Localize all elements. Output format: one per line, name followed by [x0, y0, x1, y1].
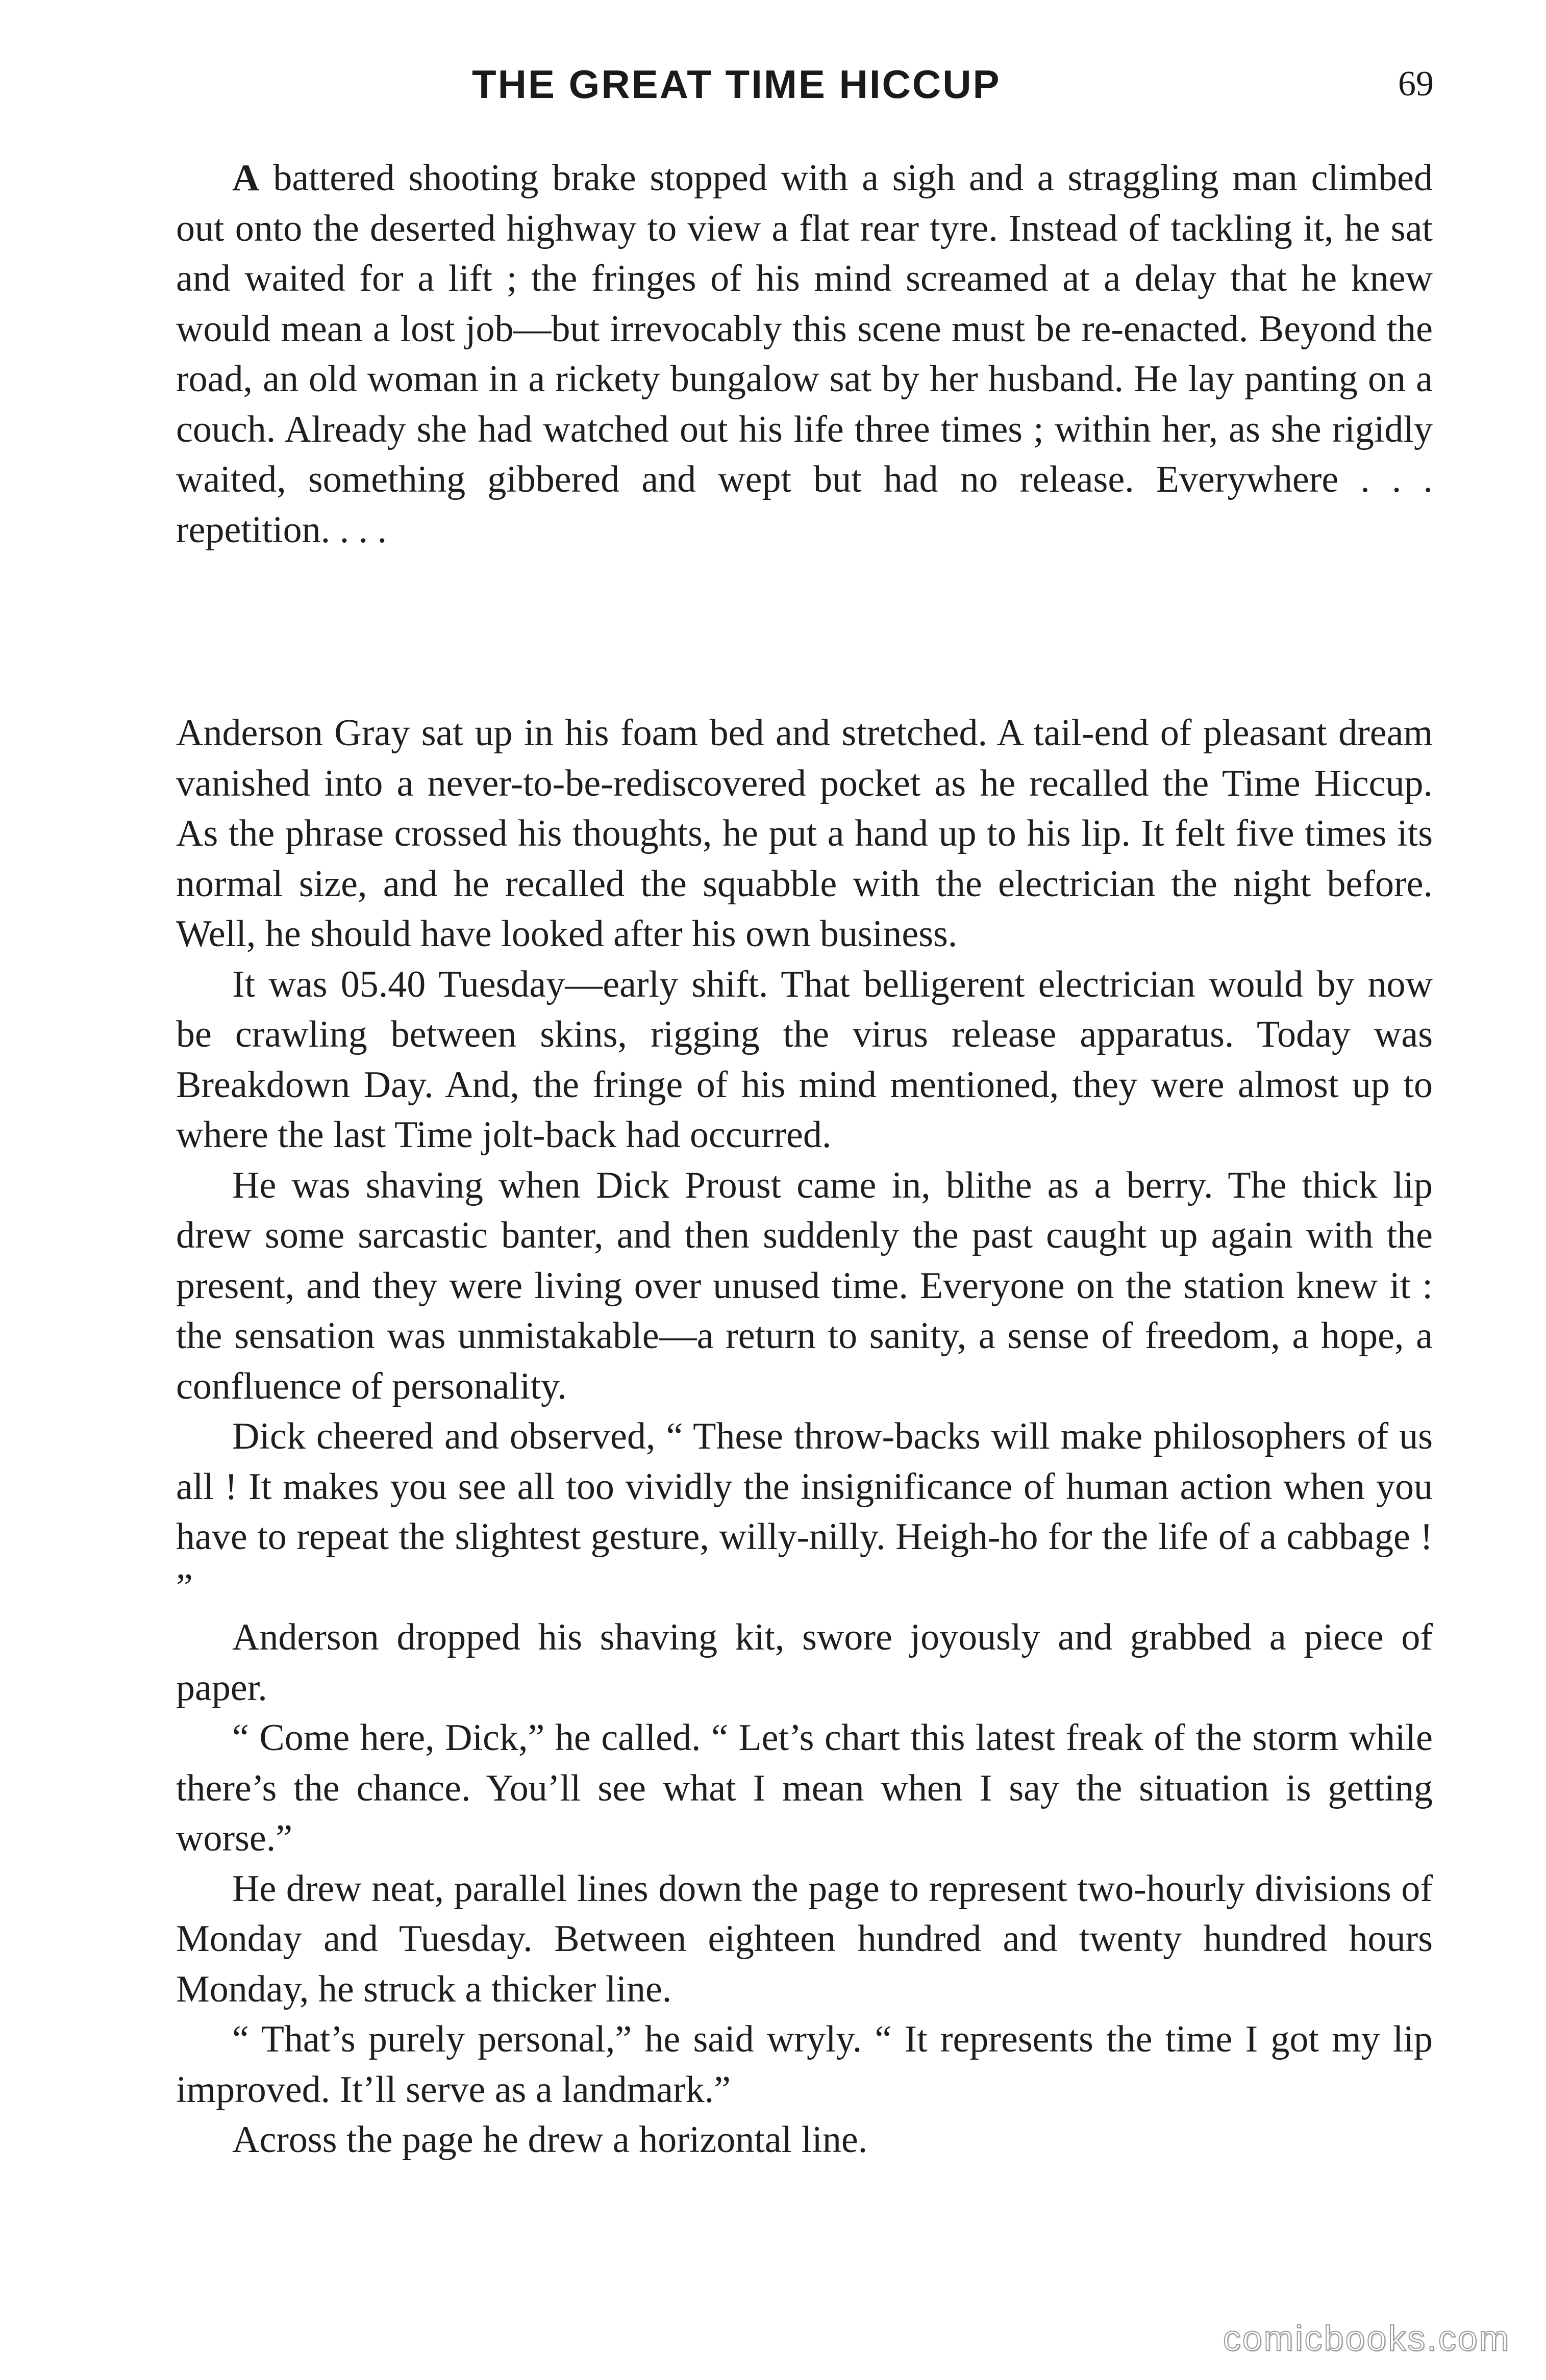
paragraph: [176, 153, 1433, 555]
paragraph-text: “ That’s purely personal,” he said wryly. “ It represents the time I got my lip improved. It’ll serve as a landmark.”: [176, 2018, 1433, 2111]
paragraph-text: Dick cheered and observed, “ These throw-backs will make philosophers of us all ! It makes you see all too vividly the insignificance of human action when you have to repeat the slightest gesture, willy-nilly. Heigh-ho for the life of a cabbage ! ”: [176, 1415, 1433, 1608]
paragraph-text: “ Come here, Dick,” he called. “ Let’s chart this latest freak of the storm while there’s the chance. You’ll see what I mean when I say the situation is getting worse.”: [176, 1717, 1433, 1859]
page-number: 69: [1398, 64, 1434, 104]
paragraph-text: battered shooting brake stopped with a sigh and a straggling man climbed out onto the deserted highway to view a flat rear tyre. Instead of tackling it, he sat and waited for a lift ; the fringes of his mind screamed at a delay that he knew would mean a lost job—but irrevocably this scene must be re-enacted. Beyond the road, an old woman in a rickety bungalow sat by her husband. He lay panting on a couch. Already she had watched out his life three times ; within her, as she rigidly waited, something gibbered and wept but had no release. Everywhere . . . repetition. . . .: [176, 157, 1433, 551]
initial-letter: A: [232, 157, 260, 199]
paragraph-text: He was shaving when Dick Proust came in, blithe as a berry. The thick lip drew some sarcastic banter, and then suddenly the past caught up again with the present, and they were living over unused time. Everyone on the station knew it : the sensation was unmistakable—a return to sanity, a sense of freedom, a hope, a confluence of personality.: [176, 1164, 1433, 1407]
running-title: THE GREAT TIME HICCUP: [472, 62, 1001, 107]
main-section: [176, 708, 1433, 2165]
opening-section: [176, 153, 1433, 555]
paragraph: [176, 1160, 1433, 1412]
paragraph: [176, 708, 1433, 959]
running-header: [173, 56, 1434, 112]
paragraph: [176, 1612, 1433, 1713]
watermark-logo: comicbooks.com: [1223, 2318, 1510, 2358]
paragraph: [176, 2014, 1433, 2115]
paragraph: [176, 1411, 1433, 1612]
paragraph: [176, 1864, 1433, 2015]
paragraph-text: Anderson Gray sat up in his foam bed and stretched. A tail-end of pleasant dream vanished into a never-to-be-rediscovered pocket as he recalled the Time Hiccup. As the phrase crossed his thoughts, he put a hand up to his lip. It felt five times its normal size, and he recalled the squabble with the electrician the night before. Well, he should have looked after his own business.: [176, 712, 1433, 955]
paragraph-text: Anderson dropped his shaving kit, swore joyously and grabbed a piece of paper.: [176, 1616, 1433, 1709]
paragraph: [176, 1713, 1433, 1864]
paragraph-text: Across the page he drew a horizontal line.: [232, 2119, 868, 2161]
paragraph-text: It was 05.40 Tuesday—early shift. That belligerent electrician would by now be crawling between skins, rigging the virus release apparatus. Today was Breakdown Day. And, the fringe of his mind mentioned, they were almost up to where the last Time jolt-back had occurred.: [176, 963, 1433, 1156]
paragraph-text: He drew neat, parallel lines down the page to represent two-hourly divisions of Monday and Tuesday. Between eighteen hundred and twenty hundred hours Monday, he struck a thicker line.: [176, 1867, 1433, 2010]
paragraph: [176, 2115, 1433, 2165]
paragraph: [176, 959, 1433, 1160]
